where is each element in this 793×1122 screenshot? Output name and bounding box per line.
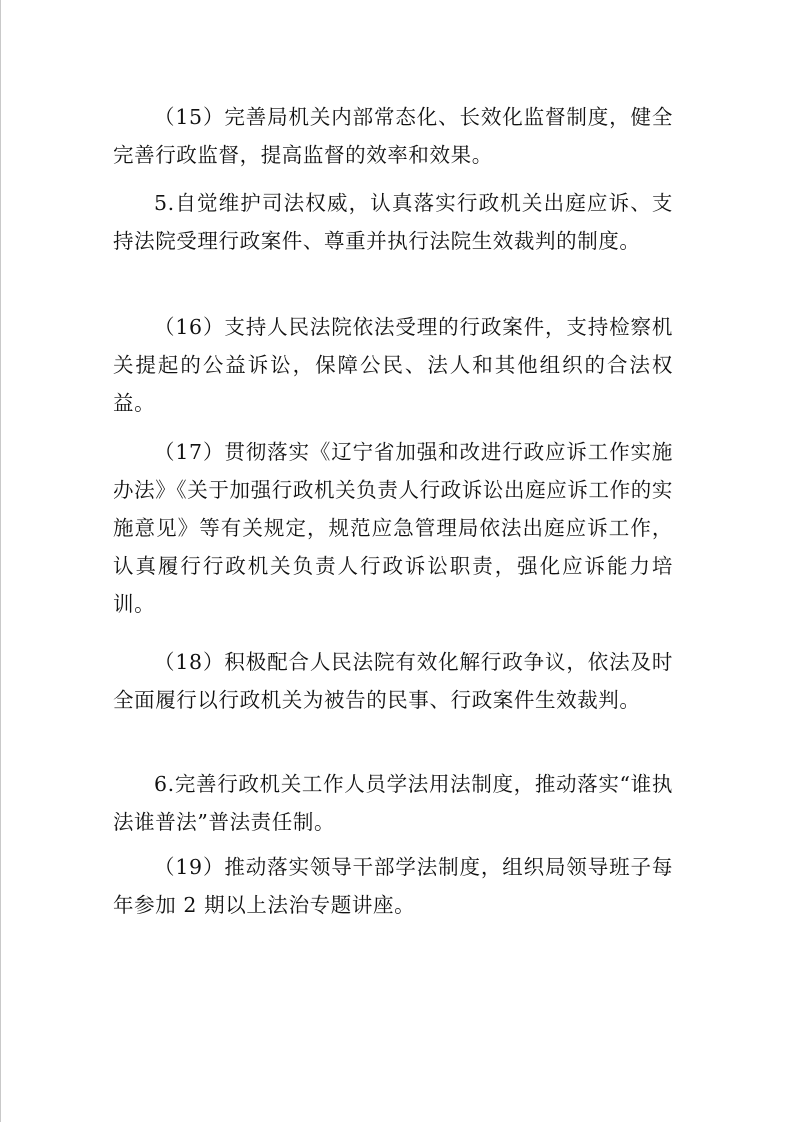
paragraph-item-19: （19）推动落实领导干部学法制度，组织局领导班子每年参加 2 期以上法治专题讲座。 [113,855,673,917]
paragraph-item-15: （15）完善局机关内部常态化、长效化监督制度，健全完善行政监督，提高监督的效率和效果。 [113,105,673,167]
paragraph-item-17: （17）贯彻落实《辽宁省加强和改进行政应诉工作实施办法》《关于加强行政机关负责人行政诉讼出庭应诉工作的实施意见》等有关规定，规范应急管理局依法出庭应诉工作，认真履行行政机关负责人行政诉讼职责，强化应诉能力培训。 [113,440,673,616]
paragraph-section-6: 6.完善行政机关工作人员学法用法制度，推动落实“谁执法谁普法”普法责任制。 [113,772,673,834]
paragraph-section-5: 5.自觉维护司法权威，认真落实行政机关出庭应诉、支持法院受理行政案件、尊重并执行法院生效裁判的制度。 [113,191,673,253]
paragraph-item-16: （16）支持人民法院依法受理的行政案件，支持检察机关提起的公益诉讼，保障公民、法人和其他组织的合法权益。 [113,315,673,415]
paragraph-item-18: （18）积极配合人民法院有效化解行政争议，依法及时全面履行以行政机关为被告的民事、行政案件生效裁判。 [113,650,673,712]
